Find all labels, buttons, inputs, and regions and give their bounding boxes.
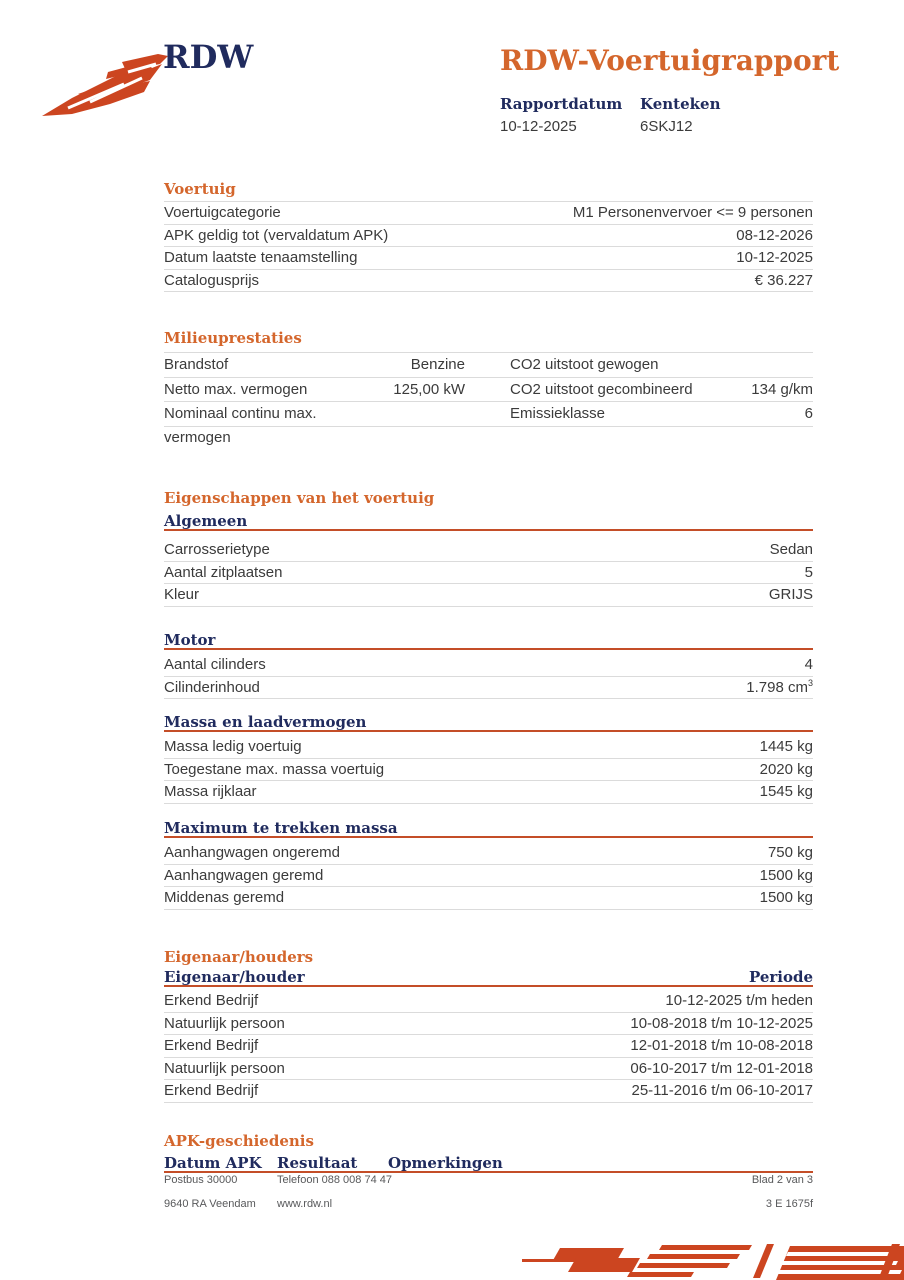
- row-value: 1445 kg: [759, 738, 813, 755]
- table-row: [164, 247, 813, 270]
- row-label: Brandstof: [164, 356, 229, 373]
- section-title: Voertuig: [164, 180, 236, 198]
- period-cell: 10-12-2025 t/m heden: [665, 992, 813, 1009]
- report-date-label: Rapportdatum: [500, 95, 623, 113]
- report-date-value: 10-12-2025: [500, 118, 577, 135]
- table-row: [164, 1035, 813, 1058]
- footer-city: 9640 RA Veendam: [164, 1198, 256, 1210]
- subsection-title: Algemeen: [164, 513, 813, 531]
- row-label: Netto max. vermogen: [164, 380, 308, 398]
- period-cell: 12-01-2018 t/m 10-08-2018: [630, 1037, 813, 1054]
- column-header-resultaat: Resultaat: [277, 1154, 358, 1172]
- table-row: [164, 842, 813, 865]
- row-value: 5: [804, 563, 813, 581]
- row-label: Aantal cilinders: [164, 656, 266, 673]
- table-row: [164, 270, 813, 293]
- table-row: [164, 562, 813, 585]
- rdw-logo-text: RDW: [163, 38, 254, 76]
- row-label: Massa rijklaar: [164, 783, 257, 800]
- footer-line-2: [164, 1198, 813, 1211]
- row-value: 2020 kg: [759, 760, 813, 778]
- row-value: € 36.227: [754, 271, 813, 289]
- table-row: [164, 677, 813, 700]
- row-value: Sedan: [769, 541, 813, 558]
- table-row: [164, 584, 813, 607]
- table-row: [164, 887, 813, 910]
- row-value: 4: [804, 656, 813, 673]
- section-voertuig: [164, 181, 813, 292]
- subsection-algemeen: [164, 513, 813, 607]
- footer-phone: Telefoon 088 008 74 47: [277, 1174, 392, 1186]
- table-row: [164, 759, 813, 782]
- table-row: [164, 990, 813, 1013]
- row-label: CO2 uitstoot gewogen: [510, 356, 659, 373]
- row-label: Toegestane max. massa voertuig: [164, 760, 385, 778]
- table-row: [164, 654, 813, 677]
- row-value: [379, 402, 465, 426]
- owner-cell: Erkend Bedrijf: [164, 1037, 259, 1054]
- row-label: Aanhangwagen ongeremd: [164, 844, 340, 861]
- footer-website: www.rdw.nl: [277, 1198, 333, 1210]
- table-header: [164, 969, 813, 987]
- table-row: [164, 1013, 813, 1036]
- row-value: GRIJS: [768, 586, 813, 603]
- row-label: Cilinderinhoud: [164, 678, 260, 696]
- period-cell: 25-11-2016 t/m 06-10-2017: [631, 1082, 813, 1099]
- section-eigenschappen-title: Eigenschappen van het voertuig: [164, 489, 435, 507]
- table-row: [164, 1058, 813, 1081]
- table-row: [164, 736, 813, 759]
- row-label: Nominaal continu max. vermogen: [164, 405, 317, 446]
- table-row: [164, 539, 813, 562]
- row-value: 08-12-2026: [736, 226, 813, 244]
- row-value: 10-12-2025: [736, 249, 813, 266]
- footer-line-1: [164, 1174, 813, 1187]
- column-header-opmerkingen: Opmerkingen: [388, 1154, 503, 1172]
- row-value: 134 g/km: [751, 380, 813, 398]
- row-value: M1 Personenvervoer <= 9 personen: [572, 204, 813, 221]
- section-title: APK-geschiedenis: [164, 1132, 314, 1150]
- subsection-title: Motor: [164, 632, 813, 650]
- row-label: Kleur: [164, 586, 200, 603]
- license-plate-value: 6SKJ12: [640, 118, 693, 135]
- table-row: [164, 353, 813, 378]
- column-header-period: Periode: [748, 968, 813, 986]
- rdw-feather-icon: [38, 50, 170, 120]
- row-value: Benzine: [410, 356, 465, 373]
- row-value: 1500 kg: [759, 889, 813, 906]
- row-value: 1500 kg: [759, 866, 813, 884]
- subsection-motor: [164, 632, 813, 699]
- superscript: 3: [807, 677, 813, 688]
- row-value: 6: [804, 405, 813, 422]
- license-plate-label: Kenteken: [640, 95, 721, 113]
- row-label: Emissieklasse: [510, 405, 606, 422]
- row-label: CO2 uitstoot gecombineerd: [510, 380, 693, 398]
- footer-page-indicator: Blad 2 van 3: [751, 1174, 813, 1186]
- owner-cell: Erkend Bedrijf: [164, 992, 259, 1009]
- section-milieuprestaties: [164, 329, 813, 446]
- owner-cell: Natuurlijk persoon: [164, 1059, 285, 1077]
- row-label: Massa ledig voertuig: [164, 738, 302, 755]
- owner-cell: Natuurlijk persoon: [164, 1014, 285, 1032]
- row-value: 1545 kg: [759, 783, 813, 800]
- subsection-maximum-trekken-massa: [164, 820, 813, 910]
- column-header-datum-apk: Datum APK: [164, 1154, 262, 1172]
- table-row: [164, 378, 813, 403]
- section-eigenaar-houders: [164, 949, 813, 1103]
- subsection-massa: [164, 714, 813, 804]
- subsection-title: Maximum te trekken massa: [164, 820, 813, 838]
- row-label: APK geldig tot (vervaldatum APK): [164, 226, 389, 244]
- section-title: Eigenaar/houders: [164, 948, 314, 966]
- table-row: [164, 225, 813, 248]
- section-title: Milieuprestaties: [164, 329, 302, 347]
- row-value: 1.798 $cm^3$: [746, 677, 813, 696]
- row-label: Voertuigcategorie: [164, 204, 281, 221]
- table-header: [164, 1155, 813, 1173]
- table-row: [164, 1080, 813, 1103]
- row-label: Catalogusprijs: [164, 271, 260, 289]
- table-row: [164, 865, 813, 888]
- report-title: RDW-Voertuigrapport: [500, 44, 840, 77]
- row-label: Carrosserietype: [164, 541, 270, 558]
- period-cell: 10-08-2018 t/m 10-12-2025: [630, 1014, 813, 1032]
- subsection-title: Massa en laadvermogen: [164, 714, 813, 732]
- table-row: [164, 781, 813, 804]
- row-label: Datum laatste tenaamstelling: [164, 249, 358, 266]
- row-value: 750 kg: [767, 844, 813, 861]
- footer-postbus: Postbus 30000: [164, 1174, 238, 1186]
- row-label: Aanhangwagen geremd: [164, 866, 324, 884]
- column-header-owner: Eigenaar/houder: [164, 968, 305, 986]
- period-cell: 06-10-2017 t/m 12-01-2018: [630, 1059, 813, 1077]
- row-value: 125,00 kW: [393, 380, 465, 398]
- row-label: Middenas geremd: [164, 889, 285, 906]
- table-row: [164, 202, 813, 225]
- section-apk-geschiedenis: [164, 1133, 813, 1173]
- row-label: Aantal zitplaatsen: [164, 563, 283, 581]
- rdw-stripes-graphic: [520, 1238, 904, 1280]
- table-row: [164, 402, 813, 446]
- footer-doc-code: 3 E 1675f: [765, 1198, 813, 1210]
- owner-cell: Erkend Bedrijf: [164, 1082, 259, 1099]
